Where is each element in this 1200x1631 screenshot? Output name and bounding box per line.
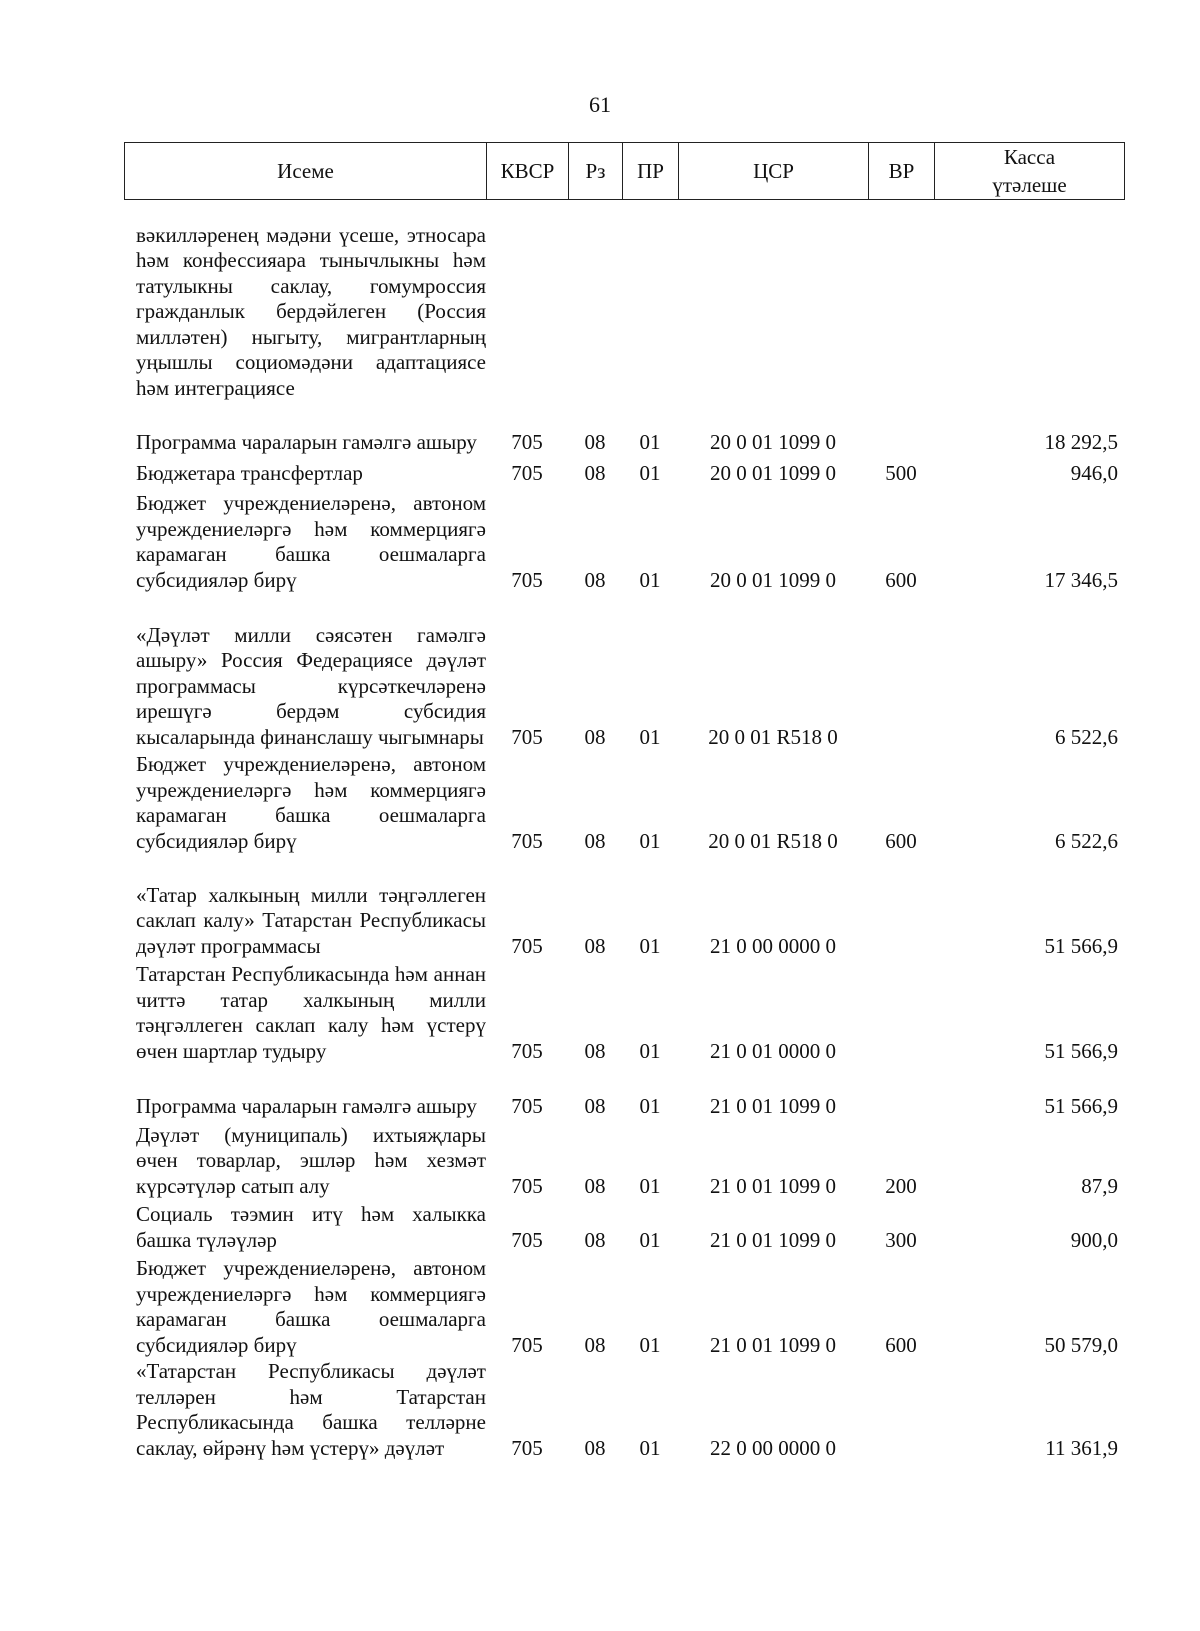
row-kvsr: 705 xyxy=(511,933,543,958)
row-pr: 01 xyxy=(639,1038,661,1063)
row-kvsr: 705 xyxy=(511,1093,543,1118)
row-csr: 20 0 01 1099 0 xyxy=(710,429,836,454)
row-vr: 500 xyxy=(885,460,917,485)
row-csr: 20 0 01 1099 0 xyxy=(710,567,836,592)
row-kvsr: 705 xyxy=(511,1227,543,1252)
row-kvsr: 705 xyxy=(511,460,543,485)
row-kvsr: 705 xyxy=(511,1435,543,1460)
row-pr: 01 xyxy=(639,567,661,592)
row-csr: 21 0 01 1099 0 xyxy=(710,1332,836,1357)
row-name: «Татар халкының милли тәңгәллеген саклап калу» Татарстан Республикасы дәүләт программасы xyxy=(136,882,486,958)
row-pr: 01 xyxy=(639,1173,661,1198)
row-pr: 01 xyxy=(639,429,661,454)
row-name: Бюджет учреждениеләренә, автоном учреждениеләргә һәм коммерциягә карамаган башка оешмаларга субсидияләр бирү xyxy=(136,491,486,592)
row-kvsr: 705 xyxy=(511,1038,543,1063)
table-header xyxy=(124,142,1125,200)
row-name: Социаль тәэмин итү һәм халыкка башка түләүләр xyxy=(136,1202,486,1252)
row-rz: 08 xyxy=(584,1093,606,1118)
row-csr: 21 0 00 0000 0 xyxy=(710,933,836,958)
row-sum: 51 566,9 xyxy=(1044,1038,1118,1063)
row-csr: 20 0 01 1099 0 xyxy=(710,460,836,485)
row-name: Бюджет учреждениеләренә, автоном учреждениеләргә һәм коммерциягә карамаган башка оешмаларга субсидияләр бирү xyxy=(136,1256,486,1357)
row-rz: 08 xyxy=(584,933,606,958)
header-pr: ПР xyxy=(623,143,679,200)
row-name: Бюджетара трансфертлар xyxy=(136,460,363,485)
row-vr: 600 xyxy=(885,828,917,853)
header-sum-line1: Касса xyxy=(1003,145,1056,169)
row-csr: 22 0 00 0000 0 xyxy=(710,1435,836,1460)
table-row xyxy=(124,1358,1124,1461)
row-rz: 08 xyxy=(584,1038,606,1063)
row-pr: 01 xyxy=(639,1332,661,1357)
row-kvsr: 705 xyxy=(511,429,543,454)
row-sum: 51 566,9 xyxy=(1044,933,1118,958)
row-sum: 900,0 xyxy=(1070,1227,1118,1252)
row-rz: 08 xyxy=(584,1173,606,1198)
row-sum: 87,9 xyxy=(1081,1173,1118,1198)
row-rz: 08 xyxy=(584,1227,606,1252)
row-csr: 21 0 01 0000 0 xyxy=(710,1038,836,1063)
table-row xyxy=(124,1064,1124,1119)
row-pr: 01 xyxy=(639,1227,661,1252)
row-sum: 6 522,6 xyxy=(1055,828,1118,853)
table-row xyxy=(124,1253,1124,1358)
row-rz: 08 xyxy=(584,567,606,592)
row-rz: 08 xyxy=(584,1332,606,1357)
row-kvsr: 705 xyxy=(511,724,543,749)
row-vr: 600 xyxy=(885,567,917,592)
row-sum: 51 566,9 xyxy=(1044,1093,1118,1118)
table-row xyxy=(124,455,1124,486)
row-name: Программа чараларын гамәлгә ашыру xyxy=(136,1093,477,1118)
table-row xyxy=(124,959,1124,1064)
row-name: вәкилләренең мәдәни үсеше, этносара һәм конфессияара тынычлыкны һәм татулыкны саклау, гомумроссия гражданлык бердәйлеген (Россия милләтен) ныгыту, мигрантларның уңышлы социомәдәни адаптациясе һәм интеграциясе xyxy=(136,222,486,400)
row-sum: 6 522,6 xyxy=(1055,724,1118,749)
table-row xyxy=(124,750,1124,854)
row-sum: 18 292,5 xyxy=(1044,429,1118,454)
row-rz: 08 xyxy=(584,828,606,853)
row-csr: 21 0 01 1099 0 xyxy=(710,1173,836,1198)
table-body xyxy=(124,201,1124,1461)
row-vr: 600 xyxy=(885,1332,917,1357)
header-vr: ВР xyxy=(869,143,935,200)
row-pr: 01 xyxy=(639,460,661,485)
header-sum-line2: үтәлеше xyxy=(992,173,1067,197)
row-rz: 08 xyxy=(584,429,606,454)
row-vr: 200 xyxy=(885,1173,917,1198)
row-kvsr: 705 xyxy=(511,567,543,592)
row-sum: 11 361,9 xyxy=(1045,1435,1118,1460)
row-csr: 20 0 01 R518 0 xyxy=(708,828,838,853)
header-kvsr: КВСР xyxy=(487,143,569,200)
row-name: Татарстан Республикасында һәм аннан читтә татар халкының милли тәңгәллеген саклап калу һәм үстерү өчен шартлар тудыру xyxy=(136,962,486,1063)
row-kvsr: 705 xyxy=(511,1173,543,1198)
table-row xyxy=(124,1119,1124,1199)
page-number: 61 xyxy=(589,92,611,117)
row-vr: 300 xyxy=(885,1227,917,1252)
header-rz: Рз xyxy=(569,143,623,200)
row-sum: 50 579,0 xyxy=(1044,1332,1118,1357)
row-name: Бюджет учреждениеләренә, автоном учреждениеләргә һәм коммерциягә карамаган башка оешмаларга субсидияләр бирү xyxy=(136,752,486,853)
row-rz: 08 xyxy=(584,1435,606,1460)
row-rz: 08 xyxy=(584,724,606,749)
row-rz: 08 xyxy=(584,460,606,485)
header-csr: ЦСР xyxy=(679,143,869,200)
row-name: Дәүләт (муниципаль) ихтыяҗлары өчен товарлар, эшләр һәм хезмәт күрсәтүләр сатып алу xyxy=(136,1122,486,1198)
row-csr: 20 0 01 R518 0 xyxy=(708,724,838,749)
header-name: Исеме xyxy=(125,143,487,200)
row-sum: 17 346,5 xyxy=(1044,567,1118,592)
row-kvsr: 705 xyxy=(511,828,543,853)
table-row xyxy=(124,401,1124,455)
row-name: «Дәүләт милли сәясәтен гамәлгә ашыру» Россия Федерациясе дәүләт программасы күрсәткечләренә ирешүгә бердәм субсидия кысаларында финанслашу чыгымнары xyxy=(136,622,486,749)
row-pr: 01 xyxy=(639,828,661,853)
row-pr: 01 xyxy=(639,1435,661,1460)
row-pr: 01 xyxy=(639,724,661,749)
table-row xyxy=(124,1199,1124,1253)
row-kvsr: 705 xyxy=(511,1332,543,1357)
table-row xyxy=(124,486,1124,593)
row-pr: 01 xyxy=(639,933,661,958)
row-csr: 21 0 01 1099 0 xyxy=(710,1093,836,1118)
row-sum: 946,0 xyxy=(1070,460,1118,485)
row-name: «Татарстан Республикасы дәүләт телләрен һәм Татарстан Республикасында башка телләрне саклау, өйрәнү һәм үстерү» дәүләт xyxy=(136,1359,486,1460)
table-row xyxy=(124,593,1124,750)
table-row xyxy=(124,854,1124,959)
row-pr: 01 xyxy=(639,1093,661,1118)
row-csr: 21 0 01 1099 0 xyxy=(710,1227,836,1252)
header-sum xyxy=(935,143,1125,200)
row-name: Программа чараларын гамәлгә ашыру xyxy=(136,429,477,454)
table-row xyxy=(124,201,1124,401)
